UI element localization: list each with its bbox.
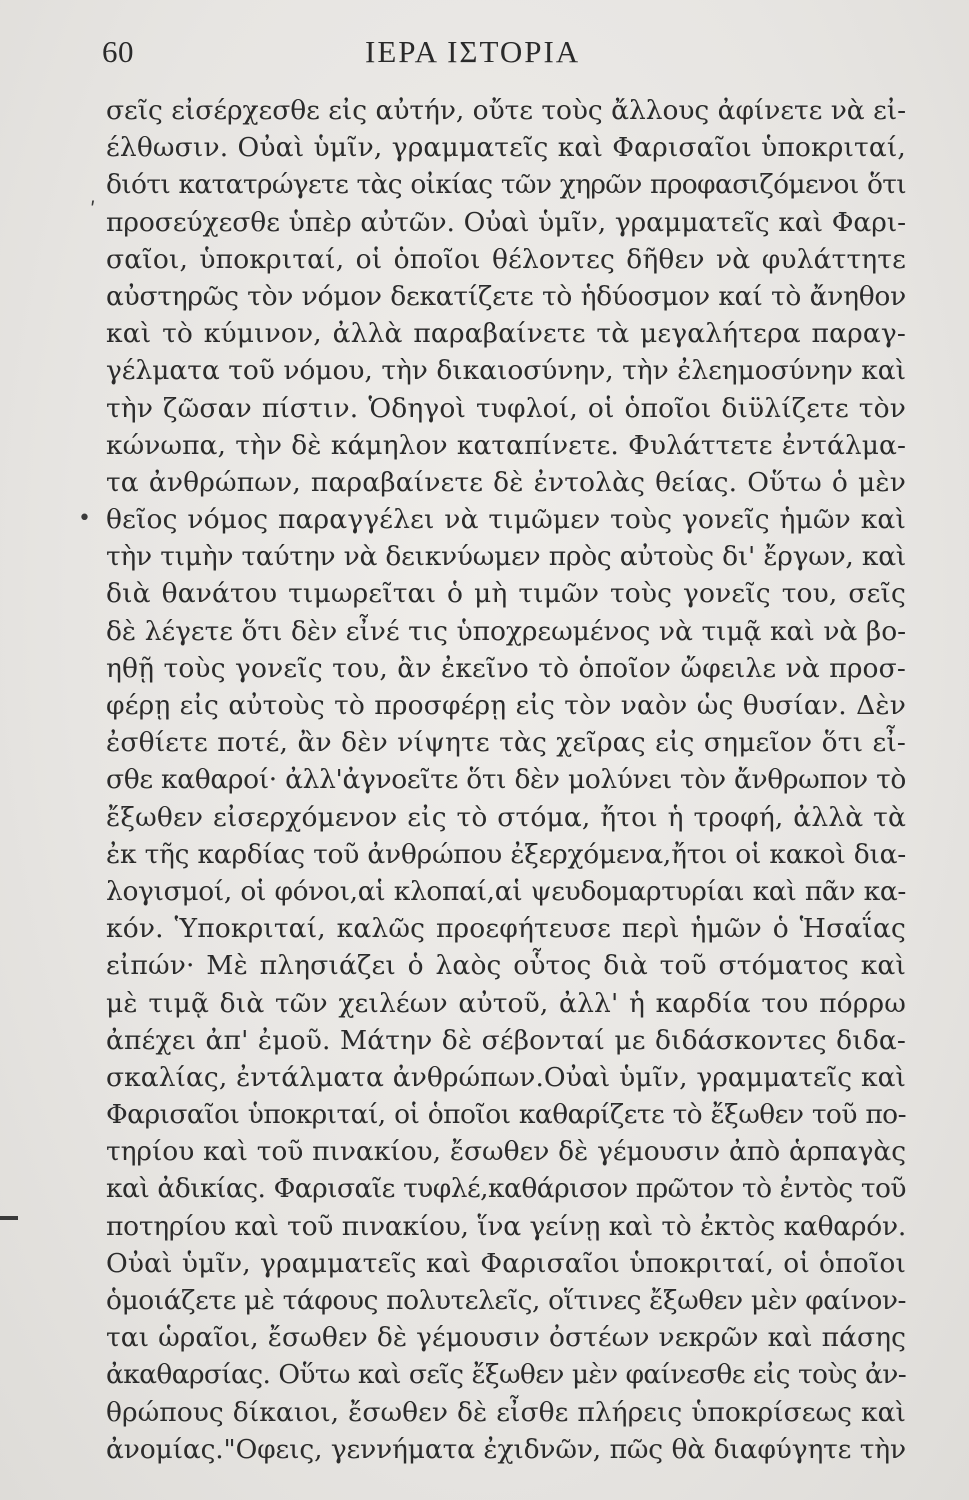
- text-line-27: σκαλίας, ἐντάλματα ἀνθρώπων.Οὐαὶ ὑμῖν, γραμματεῖς καὶ: [106, 1061, 906, 1093]
- running-title: ΙΕΡΑ ΙΣΤΟΡΙΑ: [365, 34, 581, 69]
- text-line-37: ἀνομίας."Οφεις, γεννήματα ἐχιδνῶν, πῶς θὰ διαφύγητε τὴν: [106, 1433, 906, 1465]
- margin-mark-dot: •: [78, 506, 91, 531]
- text-line-1: σεῖς εἰσέρχεσθε εἰς αὐτήν, οὔτε τοὺς ἄλλους ἀφίνετε νὰ εἰ-: [106, 95, 906, 126]
- body-text: [106, 92, 906, 1468]
- text-line-30: καὶ ἀδικίας. Φαρισαῖε τυφλέ,καθάρισον πρῶτον τὸ ἐντὸς τοῦ: [106, 1173, 906, 1205]
- text-line-2: έλθωσιν. Οὐαὶ ὑμῖν, γραμματεῖς καὶ Φαρισαῖοι ὑποκριταί,: [106, 132, 906, 164]
- text-line-35: ἀκαθαρσίας. Οὕτω καὶ σεῖς ἔξωθεν μὲν φαίνεσθε εἰς τοὺς ἀν-: [106, 1359, 906, 1391]
- text-line-20: ἔξωθεν εἰσερχόμενον εἰς τὸ στόμα, ἤτοι ἡ τροφή, ἀλλὰ τὰ: [106, 801, 906, 833]
- text-line-6: αὐστηρῶς τὸν νόμον δεκατίζετε τὸ ἡδύοσμον καί τὸ ἄνηθον: [106, 280, 906, 312]
- text-line-4: προσεύχεσθε ὑπὲρ αὐτῶν. Οὐαὶ ὑμῖν, γραμματεῖς καὶ Φαρι-: [106, 206, 906, 238]
- text-line-12: θεῖος νόμος παραγγέλει νὰ τιμῶμεν τοὺς γονεῖς ἡμῶν καὶ: [106, 504, 906, 536]
- text-line-7: καὶ τὸ κύμινον, ἀλλὰ παραβαίνετε τὰ μεγαλήτερα παραγ-: [106, 318, 906, 350]
- text-line-29: τηρίου καὶ τοῦ πινακίου, ἔσωθεν δὲ γέμουσιν ἀπὸ ἁρπαγὰς: [106, 1136, 906, 1168]
- page-header: [0, 34, 969, 74]
- text-line-25: μὲ τιμᾷ διὰ τῶν χειλέων αὐτοῦ, ἀλλ' ἡ καρδία του πόρρω: [106, 987, 906, 1019]
- text-line-33: ὁμοιάζετε μὲ τάφους πολυτελεῖς, οἵτινες ἔξωθεν μὲν φαίνον-: [106, 1285, 906, 1316]
- text-line-23: κόν. Ὑποκριταί, καλῶς προεφήτευσε περὶ ἡμῶν ὁ Ἡσαΐας: [106, 913, 906, 945]
- text-line-10: κώνωπα, τὴν δὲ κάμηλον καταπίνετε. Φυλάττετε ἐντάλμα-: [106, 429, 906, 461]
- text-line-26: ἀπέχει ἀπ' ἐμοῦ. Μάτην δὲ σέβονταί με διδάσκοντες διδα-: [106, 1024, 906, 1056]
- text-line-24: εἰπών· Μὲ πλησιάζει ὁ λαὸς οὗτος διὰ τοῦ στόματος καὶ: [106, 950, 906, 982]
- text-line-5: σαῖοι, ὑποκριταί, οἱ ὁποῖοι θέλοντες δῆθεν νὰ φυλάττητε: [106, 243, 906, 275]
- text-line-31: ποτηρίου καὶ τοῦ πινακίου, ἵνα γείνῃ καὶ τὸ ἐκτὸς καθαρόν.: [106, 1210, 906, 1242]
- text-line-19: σθε καθαροί· ἀλλ'ἀγνοεῖτε ὅτι δὲν μολύνει τὸν ἄνθρωπον τὸ: [106, 764, 906, 796]
- text-line-11: τα ἀνθρώπων, παραβαίνετε δὲ ἐντολὰς θείας. Οὕτω ὁ μὲν: [106, 466, 906, 498]
- text-line-34: ται ὡραῖοι, ἔσωθεν δὲ γέμουσιν ὀστέων νεκρῶν καὶ πάσης: [106, 1322, 906, 1354]
- text-line-22: λογισμοί, οἱ φόνοι,αἱ κλοπαί,αἱ ψευδομαρτυρίαι καὶ πᾶν κα-: [106, 875, 906, 907]
- text-line-36: θρώπους δίκαιοι, ἔσωθεν δὲ εἶσθε πλήρεις ὑποκρίσεως καὶ: [106, 1396, 906, 1428]
- text-line-21: ἐκ τῆς καρδίας τοῦ ἀνθρώπου ἐξερχόμενα,ἤτοι οἱ κακοὶ δια-: [106, 838, 906, 870]
- margin-mark-quote: ʹ: [90, 198, 96, 222]
- text-line-18: ἐσθίετε ποτέ, ἂν δὲν νίψητε τὰς χεῖρας εἰς σημεῖον ὅτι εἶ-: [106, 727, 906, 759]
- margin-mark-dash: [0, 1216, 18, 1220]
- text-line-8: γέλματα τοῦ νόμου, τὴν δικαιοσύνην, τὴν ἐλεημοσύνην καὶ: [106, 355, 906, 387]
- text-line-14: διὰ θανάτου τιμωρεῖται ὁ μὴ τιμῶν τοὺς γονεῖς του, σεῖς: [106, 578, 906, 610]
- text-line-17: φέρῃ εἰς αὐτοὺς τὸ προσφέρῃ εἰς τὸν ναὸν ὡς θυσίαν. Δὲν: [106, 690, 906, 721]
- text-line-15: δὲ λέγετε ὅτι δὲν εἶνέ τις ὑποχρεωμένος νὰ τιμᾷ καὶ νὰ βο-: [106, 615, 906, 647]
- text-line-16: ηθῇ τοὺς γονεῖς του, ἂν ἐκεῖνο τὸ ὁποῖον ὤφειλε νὰ προσ-: [106, 652, 906, 684]
- text-line-32: Οὐαὶ ὑμῖν, γραμματεῖς καὶ Φαρισαῖοι ὑποκριταί, οἱ ὁποῖοι: [106, 1247, 906, 1279]
- text-line-13: τὴν τιμὴν ταύτην νὰ δεικνύωμεν πρὸς αὐτοὺς δι' ἔργων, καὶ: [106, 541, 906, 573]
- text-line-28: Φαρισαῖοι ὑποκριταί, οἱ ὁποῖοι καθαρίζετε τὸ ἔξωθεν τοῦ πο-: [106, 1099, 906, 1131]
- text-line-3: διότι κατατρώγετε τὰς οἰκίας τῶν χηρῶν προφασιζόμενοι ὅτι: [106, 169, 906, 201]
- page-number: 60: [102, 34, 134, 69]
- text-line-9: τὴν ζῶσαν πίστιν. Ὁδηγοὶ τυφλοί, οἱ ὁποῖοι διϋλίζετε τὸν: [106, 392, 906, 424]
